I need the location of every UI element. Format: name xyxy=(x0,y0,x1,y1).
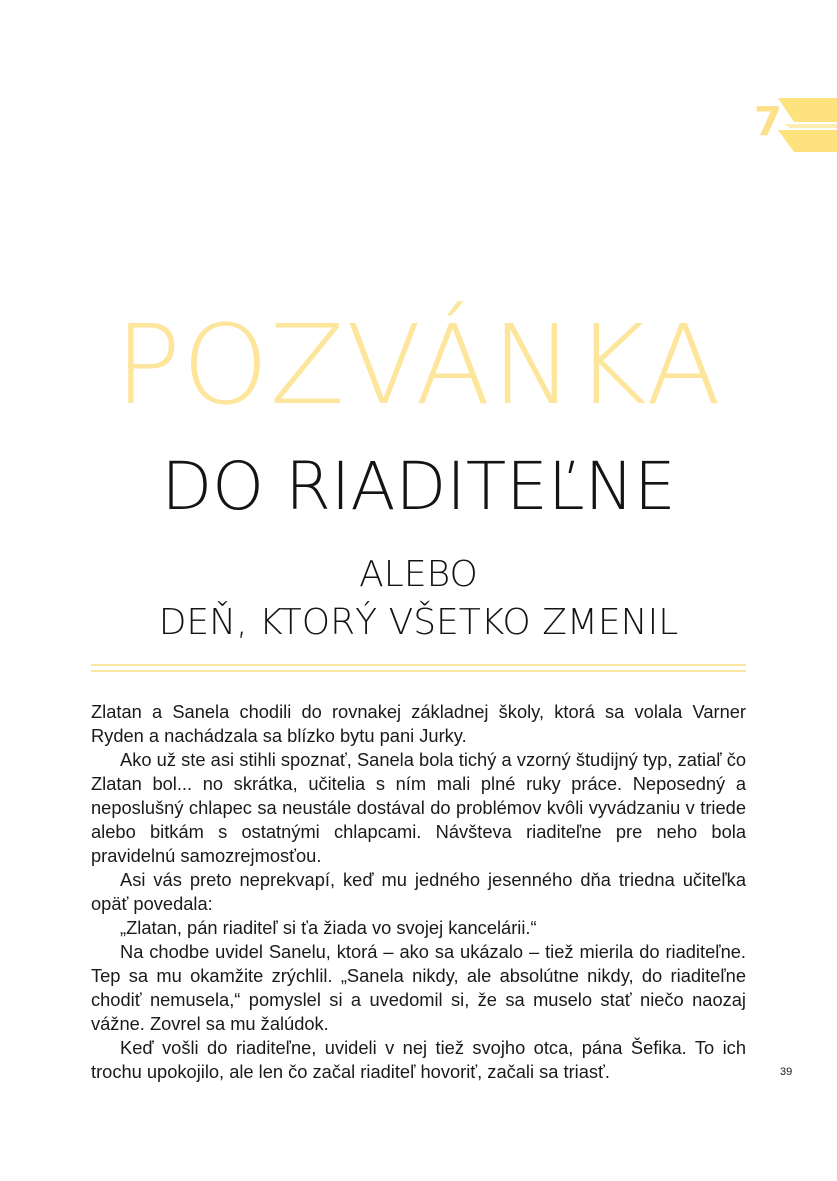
chapter-title: POZVÁNKA xyxy=(114,301,723,429)
chapter-number: 7 xyxy=(754,99,782,145)
page-number: 39 xyxy=(780,1066,793,1078)
paragraph: Asi vás preto neprekvapí, keď mu jedného jesenného dňa triedna učiteľka opäť povedala: xyxy=(91,869,746,914)
body-text xyxy=(91,700,746,1084)
paragraph: Na chodbe uvidel Sanelu, ktorá – ako sa ukázalo – tiež mierila do riaditeľne. Tep sa mu okamžite zrýchlil. „Sanela nikdy, ale absolútne nikdy, do riaditeľne chodiť nemusela,“ pomyslel si a uvedomil si, že sa muselo stať niečo naozaj vážne. Zovrel sa mu žalúdok. xyxy=(91,941,746,1034)
paragraph: „Zlatan, pán riaditeľ si ťa žiada vo svojej kancelárii.“ xyxy=(120,917,537,938)
paragraph: Zlatan a Sanela chodili do rovnakej základnej školy, ktorá sa volala Varner Ryden a nachádzala sa blízko bytu pani Jurky. xyxy=(91,701,746,746)
chapter-subtitle: DO RIADITEĽNE xyxy=(161,448,676,525)
title-divider-top xyxy=(91,664,746,666)
paragraph: Keď vošli do riaditeľne, uvideli v nej tiež svojho otca, pána Šefika. To ich trochu upokojilo, ale len čo začal riaditeľ hovoriť, začali sa triasť. xyxy=(91,1037,746,1082)
title-divider-bottom xyxy=(91,670,746,672)
paragraph: Ako už ste asi stihli spoznať, Sanela bola tichý a vzorný študijný typ, zatiaľ čo Zlatan bol... no skrátka, učitelia s ním mali plné ruky práce. Neposedný a neposlušný chlapec sa neustále dostával do problémov kvôli vyvádzaniu v triede alebo bitkám s ostatnými chlapcami. Návšteva riaditeľne pre neho bola pravidelnú samozrejmosťou. xyxy=(91,749,746,866)
chapter-alt-title-line1: ALEBO xyxy=(359,554,478,595)
chapter-alt-title-line2: DEŇ, KTORÝ VŠETKO ZMENIL xyxy=(158,602,679,643)
